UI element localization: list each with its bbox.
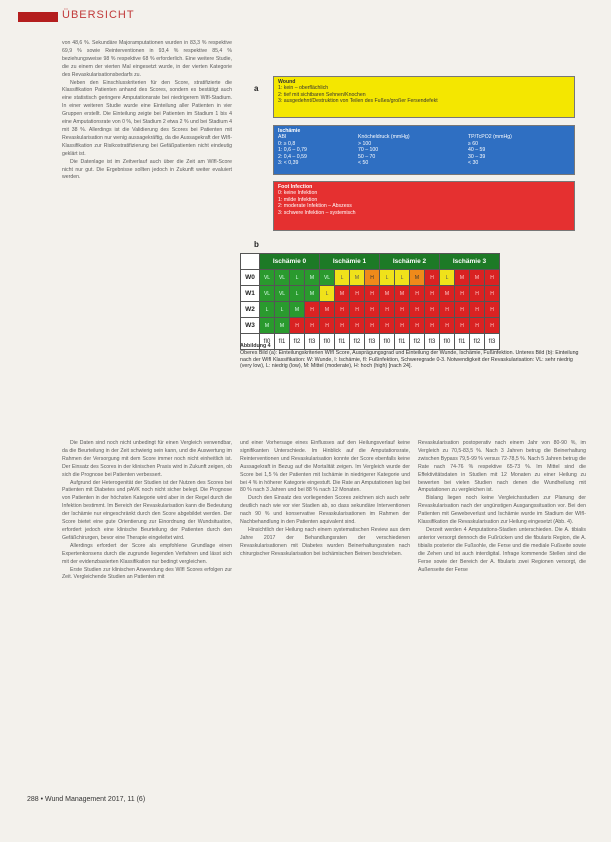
- column-1-top: [62, 40, 232, 440]
- paragraph: von 48,6 %. Sekundäre Majoramputationen wurden in 83,3 % respektive 69,9 % sowie Reinterventionen in 93,4 % respektive 85,4 % beziehungsweise 98 % respektive 68 % erforderlich. Eine weitere Studie, die zu einem der vierten Mal eingesetzt wurde, in der vierten Kategorie des Revaskularisationsbedarfs zu.: [62, 40, 232, 78]
- ischemia-row: [278, 160, 570, 166]
- grid-cell: H: [470, 302, 485, 318]
- grid-row: [241, 302, 500, 318]
- ischemia-cell: 70 – 100: [358, 147, 379, 154]
- wound-title: Wound: [278, 79, 296, 85]
- grid-cell: M: [380, 286, 395, 302]
- foot-infection-label: fI1: [335, 334, 350, 350]
- ischemia-cell: 2: 0,4 – 0,59: [278, 153, 307, 160]
- grid-cell: L: [395, 270, 410, 286]
- grid-cell: L: [275, 302, 290, 318]
- grid-cell: VL: [275, 270, 290, 286]
- foot-infection-label: fI1: [395, 334, 410, 350]
- grid-cell: M: [470, 270, 485, 286]
- ischemia-cell: < 30: [468, 160, 479, 167]
- grid-cell: H: [395, 318, 410, 334]
- paragraph: Allerdings erfordert der Score als empfohlene Grundlage einen Expertenkonsens durch die zugrunde liegenden Verfahren und lässt sich mit der evidenzbasierten Klassifikation nur bedingt vergleichen.: [62, 542, 232, 565]
- ischemia-box: [273, 125, 575, 175]
- grid-cell: M: [350, 270, 365, 286]
- grid-cell: M: [290, 302, 305, 318]
- paragraph: Die Datenlage ist im Zeitverlauf auch über die Zeit am WIfI-Score nicht nur gut. Die Ergebnisse sollten jedoch in Zukunft weiter evaluiert werden.: [62, 158, 232, 181]
- wifi-risk-grid: [240, 253, 500, 350]
- foot-infection-item: 2: moderate Infektion – Abszess: [278, 203, 352, 210]
- foot-infection-title: Foot Infection: [278, 184, 313, 190]
- grid-cell: H: [440, 302, 455, 318]
- ischemia-cell: 50 – 70: [358, 153, 376, 160]
- wound-item: 2: tief mit sichtbaren Sehnen/Knochen: [278, 91, 366, 98]
- column-2: [240, 440, 410, 785]
- page-footer: 288 • Wund Management 2017, 11 (6): [27, 796, 146, 803]
- grid-corner: [241, 254, 260, 270]
- grid-cell: VL: [260, 286, 275, 302]
- grid-cell: H: [305, 302, 320, 318]
- paragraph: Erste Studien zur klinischen Anwendung des WIfI Scores erfolgen zur Zeit. Vergleichende Studien an Patienten mit: [62, 566, 232, 581]
- grid-row-label: W3: [241, 318, 260, 334]
- figure-a-label: a: [254, 84, 259, 93]
- grid-cell: M: [260, 318, 275, 334]
- grid-cell: H: [395, 302, 410, 318]
- grid-cell: H: [350, 286, 365, 302]
- grid-row: [241, 286, 500, 302]
- grid-cell: H: [425, 318, 440, 334]
- foot-infection-label: fI2: [470, 334, 485, 350]
- grid-cell: M: [410, 270, 425, 286]
- wound-box: [273, 76, 575, 118]
- foot-infection-label: fI3: [425, 334, 440, 350]
- ischemia-group-header: Ischämie 2: [380, 254, 440, 270]
- grid-cell: L: [320, 286, 335, 302]
- grid-row: [241, 270, 500, 286]
- grid-row-label: W1: [241, 286, 260, 302]
- grid-cell: H: [485, 318, 500, 334]
- grid-cell: H: [365, 318, 380, 334]
- grid-cell: M: [395, 286, 410, 302]
- foot-infection-box: [273, 181, 575, 231]
- grid-cell: H: [365, 270, 380, 286]
- ischemia-cell: 30 – 39: [468, 153, 486, 160]
- grid-cell: H: [335, 302, 350, 318]
- grid-cell: H: [410, 286, 425, 302]
- paragraph: Hinsichtlich der Heilung nach einem systematischen Review aus dem Jahre 2017 der Behandlungsraten der verschiedenen Revaskularisationen mit Diabetes wurden Beinerhaltungsraten nach chirurgischer Revaskularisation bei ischämischen Beinen beschrieben.: [240, 526, 410, 557]
- ischemia-header: Knöcheldruck (mmHg): [358, 134, 410, 141]
- grid-header-row: [241, 254, 500, 270]
- grid-cell: H: [320, 318, 335, 334]
- foot-infection-label: fI2: [290, 334, 305, 350]
- ischemia-cell: ≥ 60: [468, 140, 479, 147]
- grid-cell: L: [290, 286, 305, 302]
- grid-cell: M: [335, 286, 350, 302]
- ischemia-cell: > 100: [358, 140, 372, 147]
- wound-item: 1: kein – oberflächlich: [278, 85, 329, 92]
- ischemia-cell: < 50: [358, 160, 369, 167]
- grid-cell: L: [380, 270, 395, 286]
- ischemia-cell: 0: ≥ 0,8: [278, 140, 296, 147]
- foot-infection-label: fI0: [380, 334, 395, 350]
- foot-infection-item: 1: milde Infektion: [278, 196, 318, 203]
- grid-cell: H: [485, 286, 500, 302]
- caption-text: Oberes Bild (a): Einteilungskriterien WIfI Score, Ausprägungsgrad und Einteilung der Wunde, Ischämie, Fußinfektion. Unteres Bild (b): Einteilung nach der WIfI Klassifikation: W: Wunde, I: Ischämie, fI: Fußinfektion, Schweregrade 0-3. Notwendigkeit der Revaskularisation: VL: sehr niedrig (very low), L: niedrig (low), M: Mittel (moderate), H: hoch (high) [nach 24].: [240, 349, 579, 370]
- grid-cell: H: [380, 302, 395, 318]
- grid-cell: M: [320, 302, 335, 318]
- paragraph: und einer Vorhersage eines Einflusses auf den Heilungsverlauf keine signifikanten Unterschiede. Im Hinblick auf die Amputationsrate, Reinterventionen und Revaskularisation konnte der Score ebenfalls keine Aussagekraft in Bezug auf die Mortalität zeigen. Im Vergleich wurde der Score bei 1,5 % der Patienten mit Ischämie in niedrigerer Kategorie und bei 4 % in höherer Kategorie eingestuft. Die Rate an Amputationen lag bei 80 % nach 3 Jahren und bei 88 % nach 12 Monaten.: [240, 440, 410, 494]
- header-accent-bar: [18, 12, 58, 22]
- ischemia-title: Ischämie: [278, 128, 301, 134]
- figure-b-label: b: [254, 240, 259, 249]
- foot-infection-label: fI0: [440, 334, 455, 350]
- grid-cell: H: [365, 302, 380, 318]
- ischemia-group-header: Ischämie 0: [260, 254, 320, 270]
- grid-cell: H: [425, 270, 440, 286]
- foot-infection-label: fI3: [365, 334, 380, 350]
- foot-infection-label: fI1: [455, 334, 470, 350]
- grid-cell: H: [440, 318, 455, 334]
- grid-cell: VL: [320, 270, 335, 286]
- foot-infection-label: fI3: [305, 334, 320, 350]
- column-1-bottom: [62, 440, 232, 785]
- grid-row-label: W0: [241, 270, 260, 286]
- grid-cell: H: [485, 302, 500, 318]
- ischemia-group-header: Ischämie 1: [320, 254, 380, 270]
- foot-infection-label: fI3: [485, 334, 500, 350]
- grid-cell: H: [425, 286, 440, 302]
- grid-cell: H: [350, 302, 365, 318]
- caption-title: Abbildung 4: [240, 343, 271, 349]
- grid-cell: H: [350, 318, 365, 334]
- grid-cell: L: [290, 270, 305, 286]
- grid-cell: VL: [260, 270, 275, 286]
- grid-cell: H: [455, 318, 470, 334]
- column-3: [418, 440, 586, 785]
- paragraph: Aufgrund der Heterogenität der Studien ist der Nutzen des Scores bei Patienten mit Diabetes und pAVK noch nicht sicher belegt. Die Prognose von Patienten in der höchsten Kategorie wird aber in der Regel durch die Infektion bestimmt. Im Bereich der Revaskularisation kann die Bedeutung der Ischämie nur eingeschränkt durch den Score abgebildet werden. Der Score bietet eine gute Orientierung zur Einordnung der Wundsituation, erfordert jedoch eine klinische Beurteilung der Patienten durch den Gefäßchirurgen, bevor eine Therapie eingeleitet wird.: [62, 479, 232, 541]
- foot-infection-label: fI0: [320, 334, 335, 350]
- grid-cell: H: [290, 318, 305, 334]
- ischemia-header: TP/TcPO2 (mmHg): [468, 134, 512, 141]
- grid-cell: H: [485, 270, 500, 286]
- grid-cell: M: [275, 318, 290, 334]
- grid-row: [241, 318, 500, 334]
- foot-infection-label: fI0: [260, 334, 275, 350]
- grid-cell: M: [305, 270, 320, 286]
- foot-infection-label: fI1: [275, 334, 290, 350]
- foot-infection-label: fI2: [410, 334, 425, 350]
- grid-cell: H: [455, 302, 470, 318]
- grid-cell: H: [425, 302, 440, 318]
- grid-cell: H: [410, 318, 425, 334]
- grid-cell: H: [365, 286, 380, 302]
- wound-item: 3: ausgedehnt/Destruktion von Teilen des Fußes/großer Fersendefekt: [278, 98, 438, 105]
- grid-cell: VL: [275, 286, 290, 302]
- grid-cell: M: [305, 286, 320, 302]
- paragraph: Bislang liegen noch keine Vergleichsstudien zur Planung der Revaskularisation nach der ungünstigen Ausgangssituation vor. Bei den Patienten mit Gewebeverlust und Ischämie wurde im Stadium der WIfI-Klassifikation die Revaskularisation zur Heilung eingesetzt (Abb. 4).: [418, 495, 586, 526]
- foot-infection-label: fI2: [350, 334, 365, 350]
- grid-cell: M: [455, 270, 470, 286]
- grid-cell: L: [260, 302, 275, 318]
- ischemia-cell: 3: < 0,39: [278, 160, 299, 167]
- figure-caption: [240, 343, 580, 370]
- paragraph: Derzeit werden 4 Amputations-Stadien unterschieden. Die A. tibialis anterior versorgt dennoch die Fußrücken und die fibularis Region, die A. tibialis posterior die Fußsohle, die Ferse und die mediale Fußseite sowie die Zehen und ist auch interdigital. Infrage kommende Stellen sind die Ferse sowie der Bereich der A. fibularis zwei Regionen versorgt, die Außenseite der Ferse: [418, 526, 586, 573]
- grid-cell: H: [335, 318, 350, 334]
- ischemia-group-header: Ischämie 3: [440, 254, 500, 270]
- grid-cell: L: [335, 270, 350, 286]
- grid-cell: H: [470, 286, 485, 302]
- grid-cell: M: [440, 286, 455, 302]
- section-title: ÜBERSICHT: [62, 9, 135, 21]
- ischemia-cell: 1: 0,6 – 0,79: [278, 147, 307, 154]
- foot-infection-item: 3: schwere Infektion – systemisch: [278, 209, 356, 216]
- paragraph: Durch den Einsatz des vorliegenden Scores zeichnen sich auch sehr deutlich nach wie vor vier Stadien ab, so dass sekundäre Interventionen nach 90 % und konservative Revaskularisationen im Rahmen der Nachbehandlung in den Patienten aquivalent sind.: [240, 495, 410, 526]
- foot-infection-item: 0: keine Infektion: [278, 190, 318, 197]
- grid-cell: H: [410, 302, 425, 318]
- grid-row-label: W2: [241, 302, 260, 318]
- grid-cell: H: [380, 318, 395, 334]
- grid-cell: H: [455, 286, 470, 302]
- ischemia-cell: 40 – 59: [468, 147, 486, 154]
- grid-cell: L: [440, 270, 455, 286]
- grid-cell: H: [305, 318, 320, 334]
- grid-cell: H: [470, 318, 485, 334]
- paragraph: Revaskularisation postoperativ nach einem Jahr von 80-90 %, im Vergleich zu 70,5-83,5 %. Nach 3 Jahren betrug die Beinerhaltung zwischen Bypass 79,5-99 % versus 72-78,5 %. Nach 5 Jahren betrug die Rate nach 74-76 % respektive 65-73 %. Im Mittel sind die Effektivitätsdaten in Studien mit 12 Monaten zu einer Heilung zu bewerten bei vielen Studien nach denen die Wundheilung mit Amputationen zu vergleichen ist.: [418, 440, 586, 494]
- paragraph: Neben den Einschlusskriterien für den Score, stratifizierte die Klassifikation Patienten anhand des Scores, sondern es bestätigt auch eine statistisch geringere Amputationsrate bei niedrigerem WIfI-Stadium. In einer weiteren Studie wurde eine Einteilung aller Patienten in vier Gruppen erstellt. Die Einteilung zeigte bei Patienten im Stadium 1 bis 4 eine Amputationsrate von 0 %, bei Stadium 2 etwa 2 % und bei Stadium 4 mit 38 %. Allerdings ist die Validierung des Scores bei Patienten mit Revaskularisation nur wenig aussagekräftig, da die Aussagekraft der WIfI-Klassifikation zur Risikostratifizierung bei Gefäßpatienten nicht eindeutig geklärt ist.: [62, 79, 232, 157]
- ischemia-header: ABI: [278, 134, 287, 141]
- paragraph: Die Daten sind noch nicht unbedingt für einen Vergleich verwendbar, da die Beurteilung in der Zeit schwierig sein kann, und die Auswertung im Rahmen der Versorgung mit dem Score immer noch nicht einheitlich ist. Der Einsatz des Scores in der klinischen Praxis wird in Zukunft zeigen, ob sich die Prognose bei Patienten verbessert.: [62, 440, 232, 478]
